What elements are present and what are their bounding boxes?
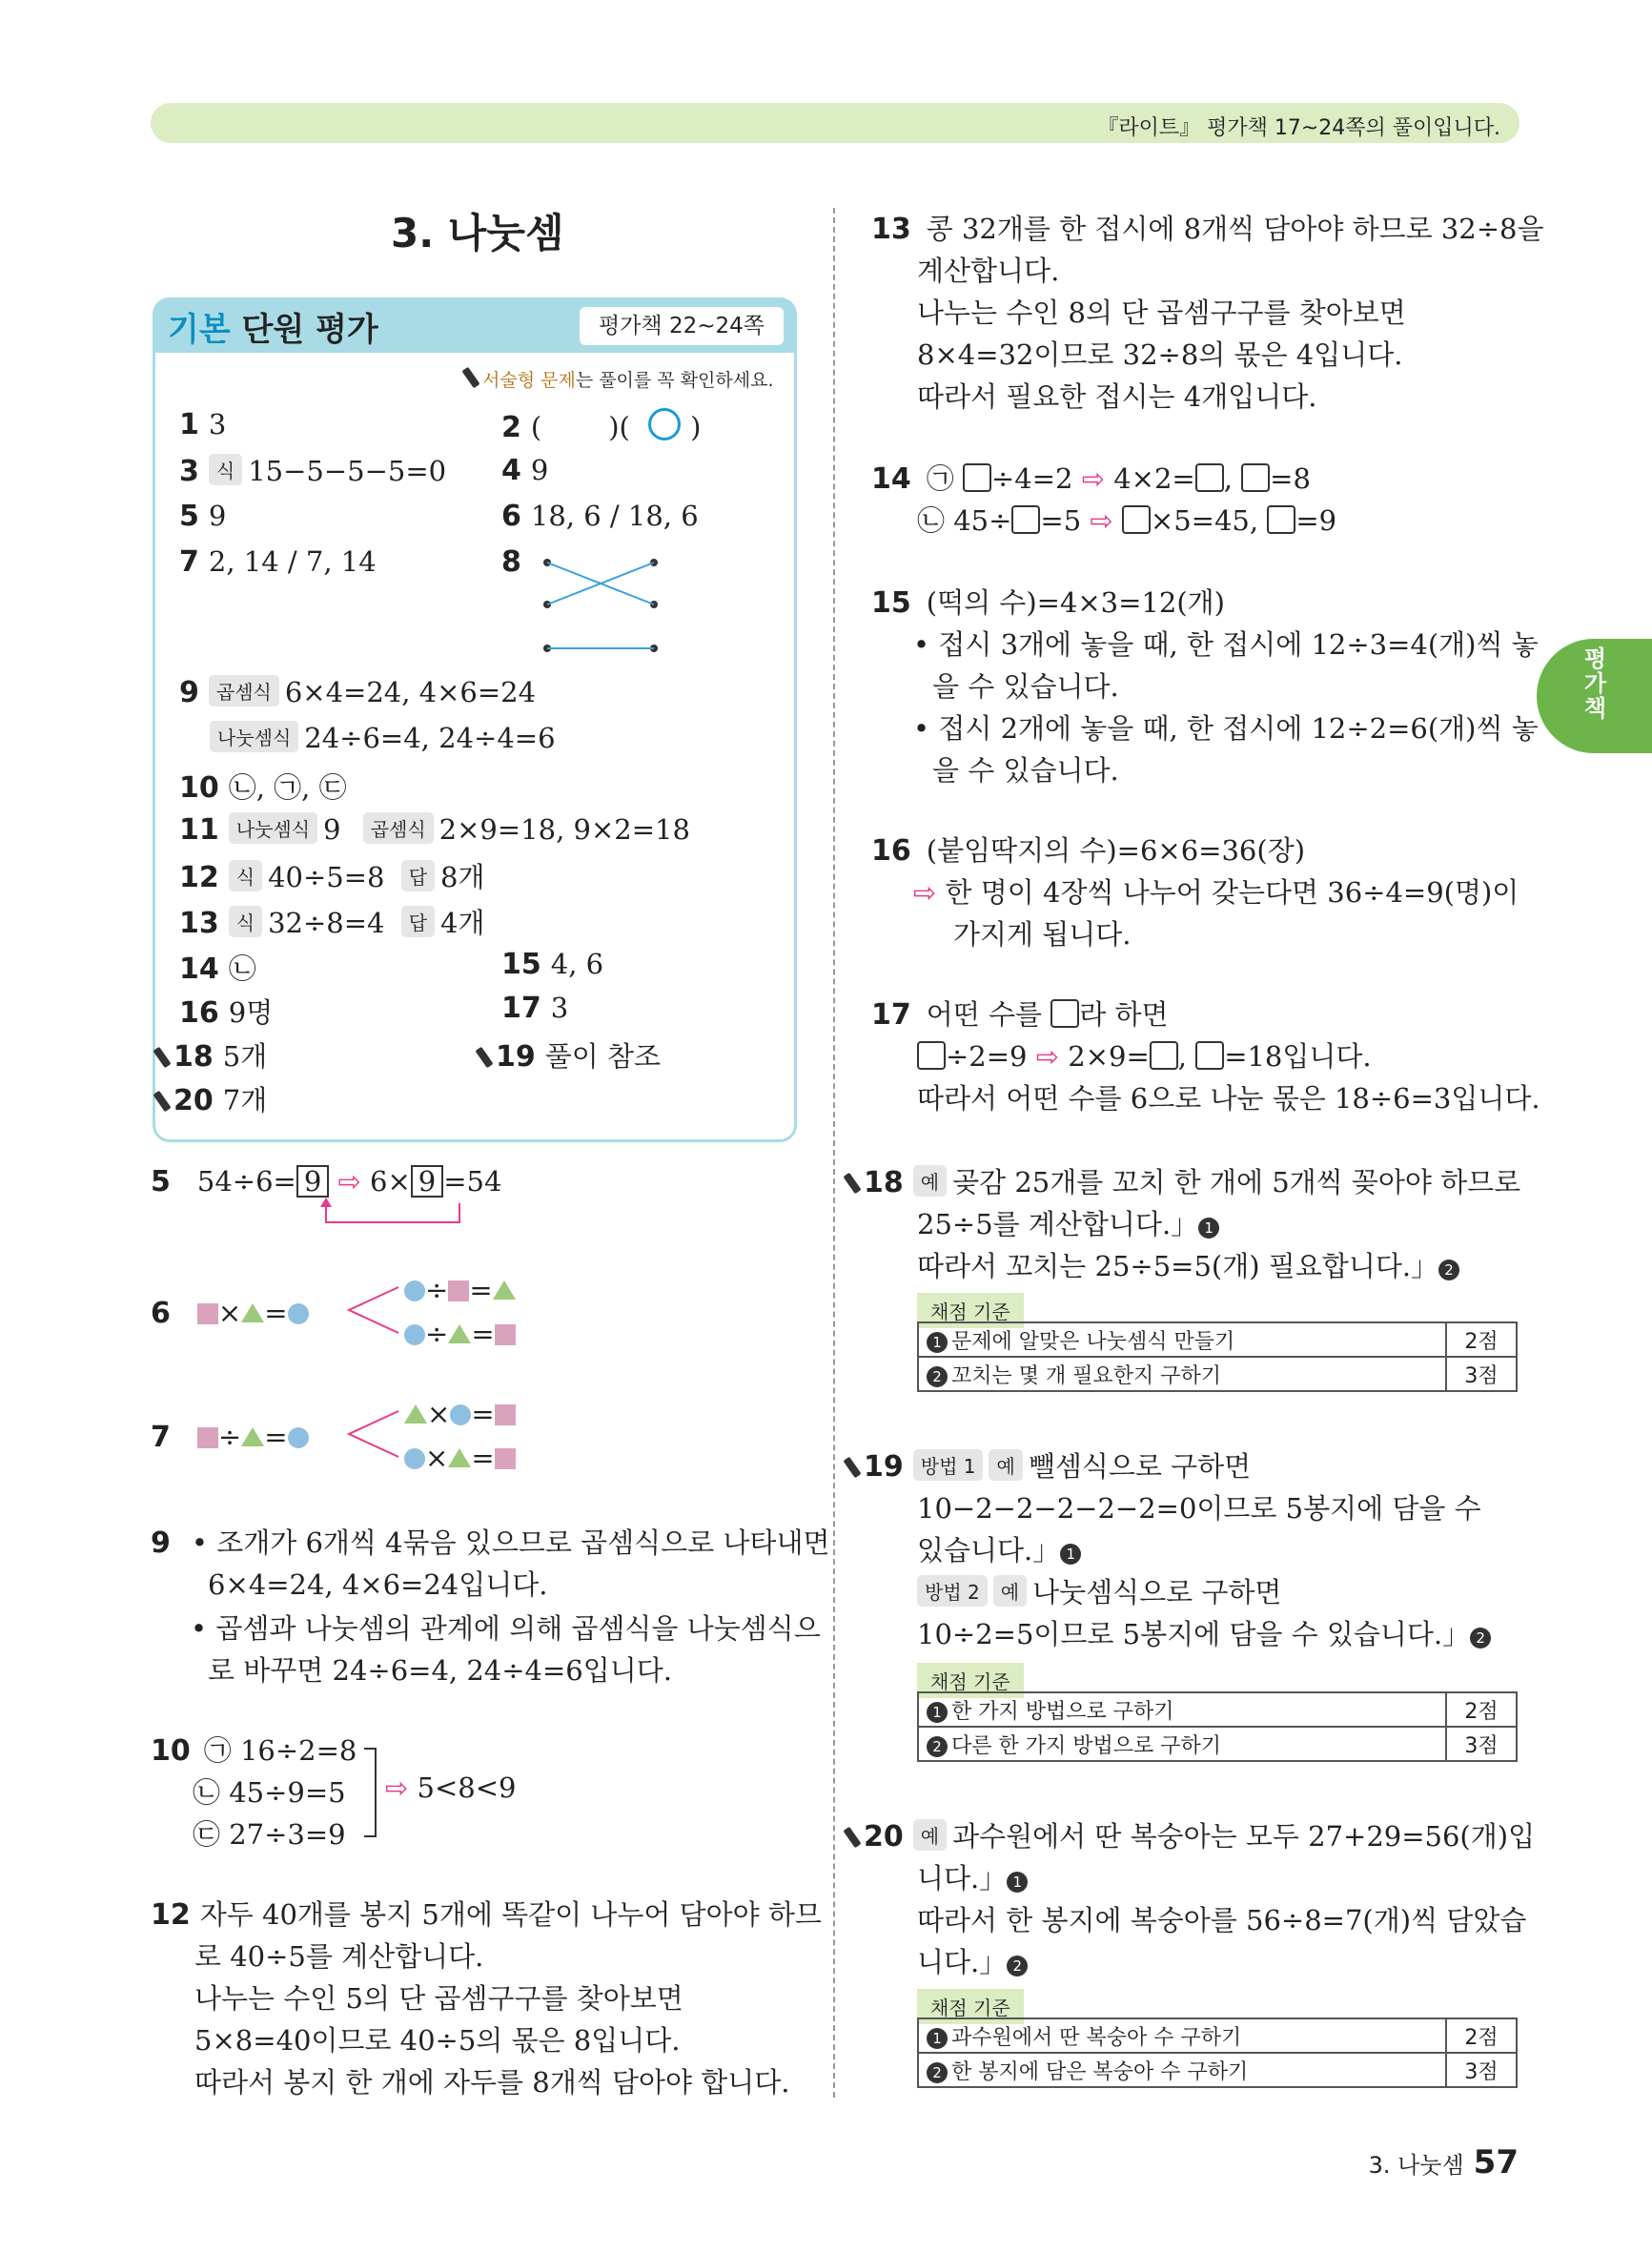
solution-12-l5: 따라서 봉지 한 개에 자두를 8개씩 담아야 합니다.	[194, 2066, 790, 2099]
solution-10-l2: ㉡ 45÷9=5	[193, 1776, 346, 1809]
table-row: 1 과수원에서 딴 복숭아 수 구하기 2점	[918, 2018, 1517, 2053]
solution-13-l2: 계산합니다.	[917, 255, 1060, 287]
answer-20: 20 7개	[158, 1079, 267, 1118]
solution-10-l3: ㉢ 27÷3=9	[193, 1818, 346, 1851]
column-divider	[833, 208, 835, 2098]
solution-15: 15 (떡의 수)=4×3=12(개)	[871, 586, 1225, 620]
answer-14: 14 ㉡	[179, 952, 256, 986]
circle-shape-icon	[288, 1303, 309, 1324]
note-accent: 서술형 문제	[482, 370, 576, 391]
table-row: 2 다른 한 가지 방법으로 구하기 3점	[918, 1727, 1517, 1761]
solution-18: 18 예 곶감 25개를 꼬치 한 개에 5개씩 꽂아야 하므로	[848, 1161, 1520, 1200]
solution-7: 7 ÷ =	[151, 1421, 309, 1454]
answer-9-line2: 나눗셈식 24÷6=4, 24÷4=6	[210, 721, 556, 754]
solution-15-l4: • 접시 2개에 놓을 때, 한 접시에 12÷2=6(개)씩 놓	[913, 712, 1539, 745]
answer-5: 5 9	[179, 500, 227, 533]
solution-17-l2: ÷2=9 ⇨ 2×9= , =18입니다.	[917, 1035, 1372, 1075]
solution-9-l4: 로 바꾸면 24÷6=4, 24÷4=6입니다.	[208, 1654, 672, 1687]
matching-lines-diagram	[534, 549, 667, 664]
solution-20: 20 예 과수원에서 딴 복숭아는 모두 27+29=56(개)입	[848, 1815, 1535, 1854]
top-banner	[151, 103, 1519, 143]
table-row: 2 한 봉지에 담은 복숭아 수 구하기 3점	[918, 2053, 1517, 2087]
solution-20-l4: 니다.」 2	[917, 1941, 1031, 1980]
solution-5: 5 54÷6= 9 ⇨ 6× 9 =54	[151, 1165, 502, 1198]
triangle-shape-icon	[241, 1303, 264, 1322]
answer-8: 8	[501, 545, 521, 579]
solution-20-l3: 따라서 한 봉지에 복숭아를 56÷8=7(개)씩 담았습	[917, 1904, 1527, 1936]
circle-mark-icon	[648, 408, 681, 440]
unit-title: 3. 나눗셈	[391, 210, 564, 256]
solution-12-l2: 로 40÷5를 계산합니다.	[194, 1940, 484, 1973]
answer-2: 2 ( )( )	[501, 408, 701, 444]
solution-20-l2: 니다.」 1	[917, 1857, 1031, 1896]
side-tab-label: 평가책	[1580, 646, 1606, 721]
solution-12: 12 자두 40개를 봉지 5개에 똑같이 나누어 담아야 하므	[151, 1898, 822, 1932]
answer-box-title	[168, 303, 378, 350]
table-row: 1 문제에 알맞은 나눗셈식 만들기 2점	[918, 1322, 1517, 1357]
answer-7: 7 2, 14 / 7, 14	[179, 545, 377, 579]
solution-19-l2: 10−2−2−2−2−2=0이므로 5봉지에 담을 수	[917, 1492, 1481, 1525]
solution-15-l2: • 접시 3개에 놓을 때, 한 접시에 12÷3=4(개)씩 놓	[913, 628, 1539, 661]
note-rest: 는 풀이를 꼭 확인하세요.	[575, 370, 774, 391]
criteria-table-20	[917, 2017, 1518, 2088]
solution-10-result: ⇨ 5<8<9	[385, 1772, 517, 1804]
branch-arrows-icon	[345, 1403, 402, 1464]
answer-9: 9 곱셈식 6×4=24, 4×6=24	[179, 676, 537, 709]
answer-box-note	[467, 366, 774, 392]
solution-6: 6 × =	[151, 1297, 309, 1330]
answer-6: 6 18, 6 / 18, 6	[501, 500, 699, 533]
criteria-label: 채점 기준	[917, 1293, 1024, 1328]
solution-19-l3: 있습니다.」 1	[917, 1529, 1085, 1568]
answer-15: 15 4, 6	[501, 948, 604, 981]
table-row: 2 꼬치는 몇 개 필요한지 구하기 3점	[918, 1357, 1517, 1391]
bracket-icon	[362, 1747, 381, 1838]
solution-15-l3: 을 수 있습니다.	[932, 670, 1119, 703]
branch-arrows-icon	[345, 1280, 402, 1341]
answer-box-ref: 평가책 22~24쪽	[580, 307, 784, 345]
solution-9-l2: 6×4=24, 4×6=24입니다.	[208, 1568, 548, 1601]
answer-12: 12 식 40÷5=8 답 8개	[179, 861, 485, 894]
solution-16: 16 (붙임딱지의 수)=6×6=36(장)	[871, 834, 1306, 868]
solution-19: 19 방법 1 예 뺄셈식으로 구하면	[848, 1445, 1251, 1485]
criteria-table-19	[917, 1691, 1518, 1762]
answer-19: 19 풀이 참조	[480, 1035, 661, 1075]
title-highlight: 기본	[168, 311, 231, 349]
solution-19-l5: 10÷2=5이므로 5봉지에 담을 수 있습니다.」 2	[917, 1613, 1495, 1652]
title-rest: 단원 평가	[241, 311, 378, 349]
solution-7-row1: × =	[404, 1398, 516, 1430]
solution-12-l4: 5×8=40이므로 40÷5의 몫은 8입니다.	[194, 2024, 681, 2057]
page-footer	[1369, 2143, 1519, 2181]
solution-13-l5: 따라서 필요한 접시는 4개입니다.	[917, 380, 1317, 413]
solution-10: 10 ㉠ 16÷2=8	[151, 1734, 357, 1768]
copy-link-icon	[315, 1198, 467, 1228]
solution-13-l3: 나누는 수인 8의 단 곱셈구구를 찾아보면	[917, 297, 1406, 329]
answer-16: 16 9명	[179, 996, 274, 1030]
footer-section: 3. 나눗셈	[1368, 2152, 1464, 2179]
answer-10: 10 ㉡, ㉠, ㉢	[179, 771, 347, 805]
solution-14: 14 ㉠ ÷4=2 ⇨ 4×2= , =8	[871, 462, 1311, 496]
solution-7-row2: × =	[404, 1442, 516, 1474]
solution-13-l4: 8×4=32이므로 32÷8의 몫은 4입니다.	[917, 338, 1403, 371]
table-row: 1 한 가지 방법으로 구하기 2점	[918, 1692, 1517, 1727]
pencil-icon	[843, 1457, 861, 1479]
answer-3: 3 식 15−5−5−5=0	[179, 455, 447, 488]
solution-18-l2: 25÷5를 계산합니다.」 1	[917, 1203, 1223, 1242]
solution-16-l2: ⇨ 한 명이 4장씩 나누어 갖는다면 36÷4=9(명)이	[913, 876, 1519, 909]
banner-text: 『라이트』 평가책 17~24쪽의 풀이입니다.	[1097, 116, 1500, 140]
solution-19-l4: 방법 2 예 나눗셈식으로 구하면	[917, 1571, 1281, 1610]
square-shape-icon	[197, 1303, 218, 1324]
answer-18: 18 5개	[158, 1035, 267, 1075]
solution-16-l3: 가지게 됩니다.	[953, 918, 1132, 951]
solution-17: 17 어떤 수를 라 하면	[871, 998, 1169, 1032]
criteria-label: 채점 기준	[917, 1663, 1024, 1698]
solution-18-l3: 따라서 꼬치는 25÷5=5(개) 필요합니다.」 2	[917, 1245, 1463, 1284]
pencil-icon	[843, 1827, 861, 1849]
solution-13: 13 콩 32개를 한 접시에 8개씩 담아야 하므로 32÷8을	[871, 213, 1544, 246]
solution-17-l3: 따라서 어떤 수를 6으로 나눈 몫은 18÷6=3입니다.	[917, 1082, 1540, 1115]
solution-12-l3: 나누는 수인 5의 단 곱셈구구를 찾아보면	[194, 1982, 683, 2015]
arrow-icon: ⇨	[337, 1165, 361, 1198]
criteria-label: 채점 기준	[917, 1989, 1024, 2024]
pencil-icon	[843, 1173, 861, 1195]
solution-9: 9 • 조개가 6개씩 4묶음 있으므로 곱셈식으로 나타내면	[151, 1526, 830, 1560]
answer-17: 17 3	[501, 992, 569, 1025]
solution-6-row1: ÷ =	[404, 1274, 516, 1306]
solution-6-row2: ÷ =	[404, 1318, 516, 1350]
answer-13: 13 식 32÷8=4 답 4개	[179, 907, 485, 940]
answer-1: 1 3	[179, 408, 227, 441]
side-tab	[1537, 639, 1652, 753]
criteria-table-18	[917, 1321, 1518, 1392]
page-number: 57	[1473, 2143, 1519, 2181]
solution-14-l2: ㉡ 45÷ =5 ⇨ ×5=45, =9	[917, 504, 1337, 537]
answer-11: 11 나눗셈식 9 곱셈식 2×9=18, 9×2=18	[179, 813, 690, 847]
solution-15-l5: 을 수 있습니다.	[932, 754, 1119, 787]
solution-9-l3: • 곱셈과 나눗셈의 관계에 의해 곱셈식을 나눗셈식으	[191, 1612, 821, 1645]
answer-4: 4 9	[501, 454, 549, 487]
